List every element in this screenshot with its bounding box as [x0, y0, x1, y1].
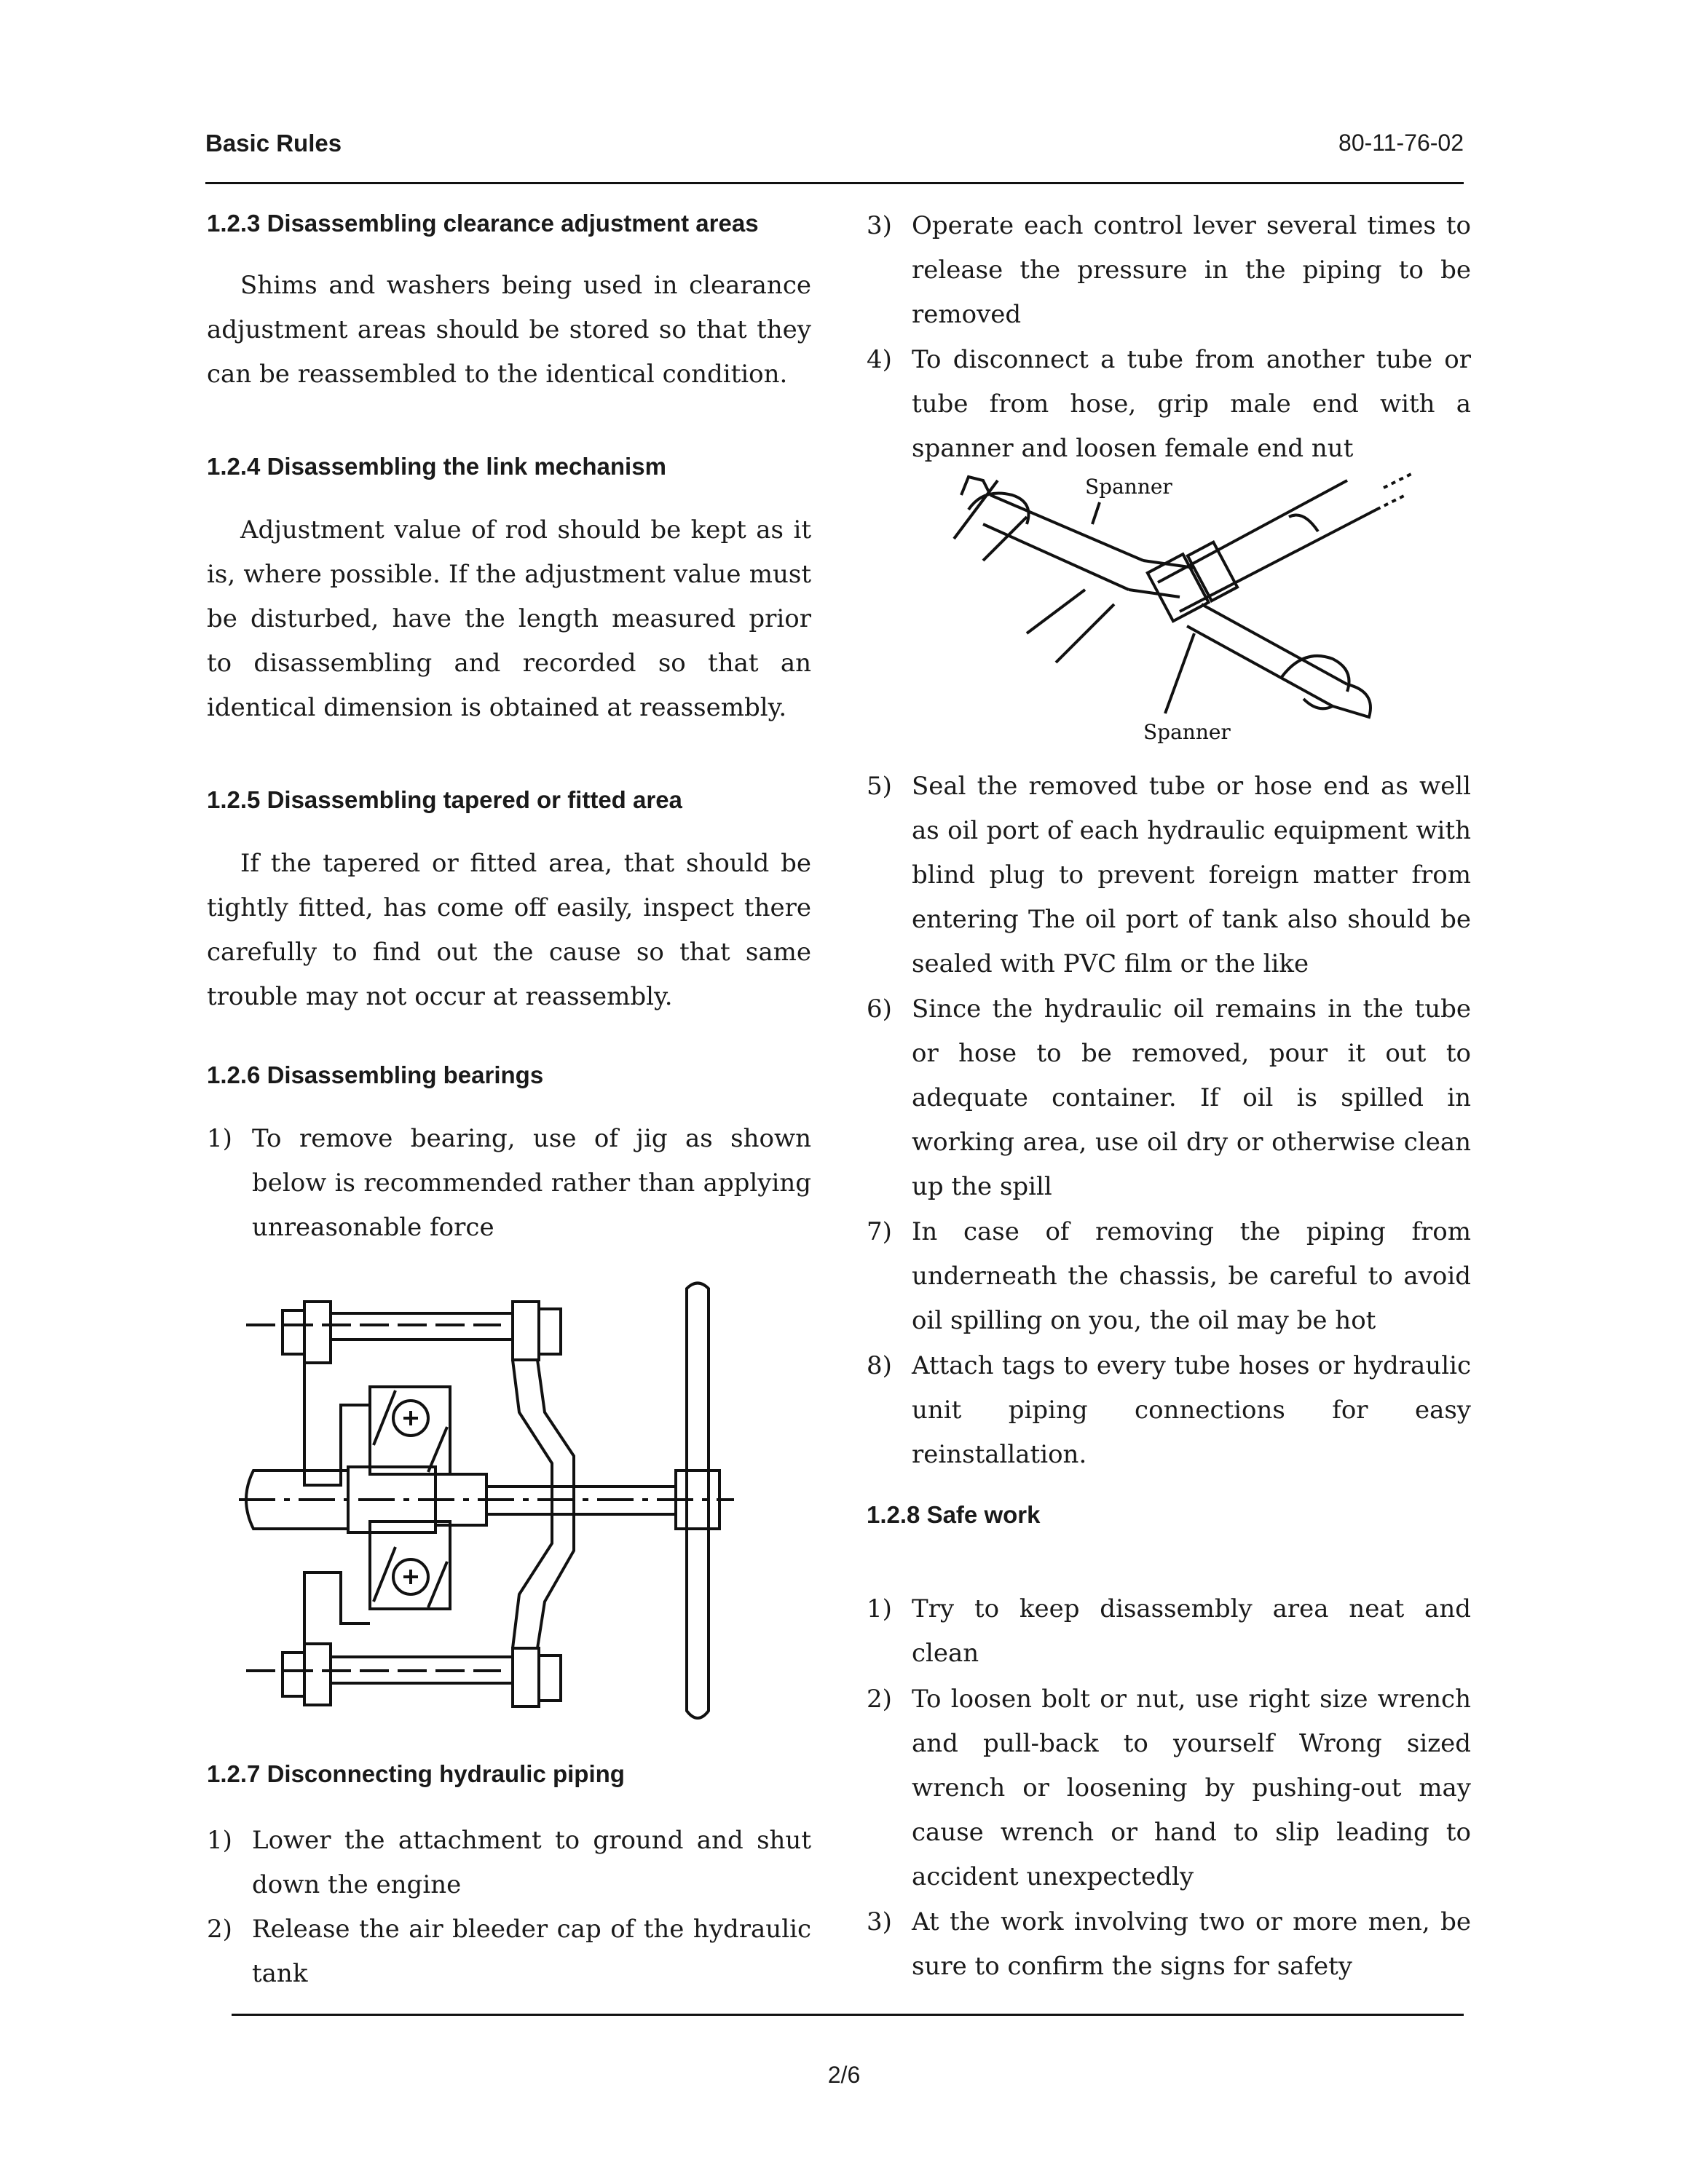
list-number: 3) [867, 211, 892, 240]
list-number: 2) [207, 1915, 232, 1944]
list-text: To remove bearing, use of jig as shown below is recommended rather than applying unreasonable force [252, 1124, 811, 1242]
heading-1-2-8: 1.2.8 Safe work [867, 1501, 1041, 1528]
list-item [867, 204, 1471, 337]
list-item [867, 1210, 1471, 1343]
list-number: 7) [867, 1217, 892, 1246]
list-item [867, 764, 1471, 986]
paragraph-1-2-3: Shims and washers being used in clearance adjustment areas should be stored so that they can be reassembled to the identical condition. [207, 271, 811, 389]
document-number: 80-11-76-02 [1338, 130, 1464, 156]
heading-1-2-6: 1.2.6 Disassembling bearings [207, 1061, 544, 1088]
list-item [867, 1344, 1471, 1477]
list-item [867, 1587, 1471, 1676]
bearing-puller-figure [232, 1281, 785, 1733]
heading-1-2-7: 1.2.7 Disconnecting hydraulic piping [207, 1760, 625, 1787]
footer-divider [232, 2014, 1464, 2016]
spanner-label-top: Spanner [1085, 475, 1172, 499]
list-item [867, 338, 1471, 471]
list-text: Attach tags to every tube hoses or hydraulic unit piping connections for easy reinstallation. [912, 1351, 1471, 1469]
list-item [207, 1819, 811, 1907]
list-item [867, 987, 1471, 1209]
list-number: 2) [867, 1685, 892, 1714]
list-number: 4) [867, 345, 892, 374]
list-text: Lower the attachment to ground and shut down the engine [252, 1826, 811, 1899]
list-text: To disconnect a tube from another tube or tube from hose, grip male end with a spanner and loosen female end nut [912, 345, 1471, 463]
spanner-figure [939, 466, 1435, 750]
list-text: Seal the removed tube or hose end as well as oil port of each hydraulic equipment with blind plug to prevent foreign matter from entering The oil port of tank also should be sealed with PVC film or the like [912, 772, 1471, 978]
heading-1-2-4: 1.2.4 Disassembling the link mechanism [207, 453, 666, 480]
list-text: Release the air bleeder cap of the hydraulic tank [252, 1915, 811, 1988]
list-text: In case of removing the piping from underneath the chassis, be careful to avoid oil spilling on you, the oil may be hot [912, 1217, 1471, 1335]
list-number: 1) [207, 1826, 232, 1855]
list-number: 5) [867, 772, 892, 801]
right-column [867, 204, 1471, 1995]
paragraph-1-2-4: Adjustment value of rod should be kept as it is, where possible. If the adjustment value must be disturbed, have the length measured prior to disassembling and recorded so that an identical dimension is obtained at reassembly. [207, 515, 811, 722]
list-number: 3) [867, 1907, 892, 1936]
list-text: At the work involving two or more men, be sure to confirm the signs for safety [912, 1907, 1471, 1981]
page-number: 2/6 [827, 2062, 861, 2088]
spanner-label-bottom: Spanner [1143, 720, 1231, 744]
list-text: Operate each control lever several times to release the pressure in the piping to be removed [912, 211, 1471, 329]
list-number: 6) [867, 994, 892, 1024]
paragraph-1-2-5: If the tapered or fitted area, that should be tightly fitted, has come off easily, inspect there carefully to find out the cause so that same trouble may not occur at reassembly. [207, 849, 811, 1011]
list-number: 8) [867, 1351, 892, 1380]
list-number: 1) [867, 1594, 892, 1623]
list-item [867, 1677, 1471, 1899]
list-item [207, 1117, 811, 1250]
list-item [207, 1907, 811, 1996]
header-divider [205, 182, 1464, 184]
left-column [207, 204, 811, 1995]
list-text: Since the hydraulic oil remains in the tube or hose to be removed, pour it out to adequate container. If oil is spilled in working area, use oil dry or otherwise clean up the spill [912, 994, 1471, 1201]
list-text: To loosen bolt or nut, use right size wrench and pull-back to yourself Wrong sized wrench or loosening by pushing-out may cause wrench or hand to slip leading to accident unexpectedly [912, 1685, 1471, 1891]
list-item [867, 1900, 1471, 1989]
heading-1-2-3: 1.2.3 Disassembling clearance adjustment areas [207, 210, 759, 237]
header-title: Basic Rules [205, 130, 342, 157]
list-number: 1) [207, 1124, 232, 1153]
heading-1-2-5: 1.2.5 Disassembling tapered or fitted area [207, 786, 682, 813]
list-text: Try to keep disassembly area neat and clean [912, 1594, 1471, 1668]
